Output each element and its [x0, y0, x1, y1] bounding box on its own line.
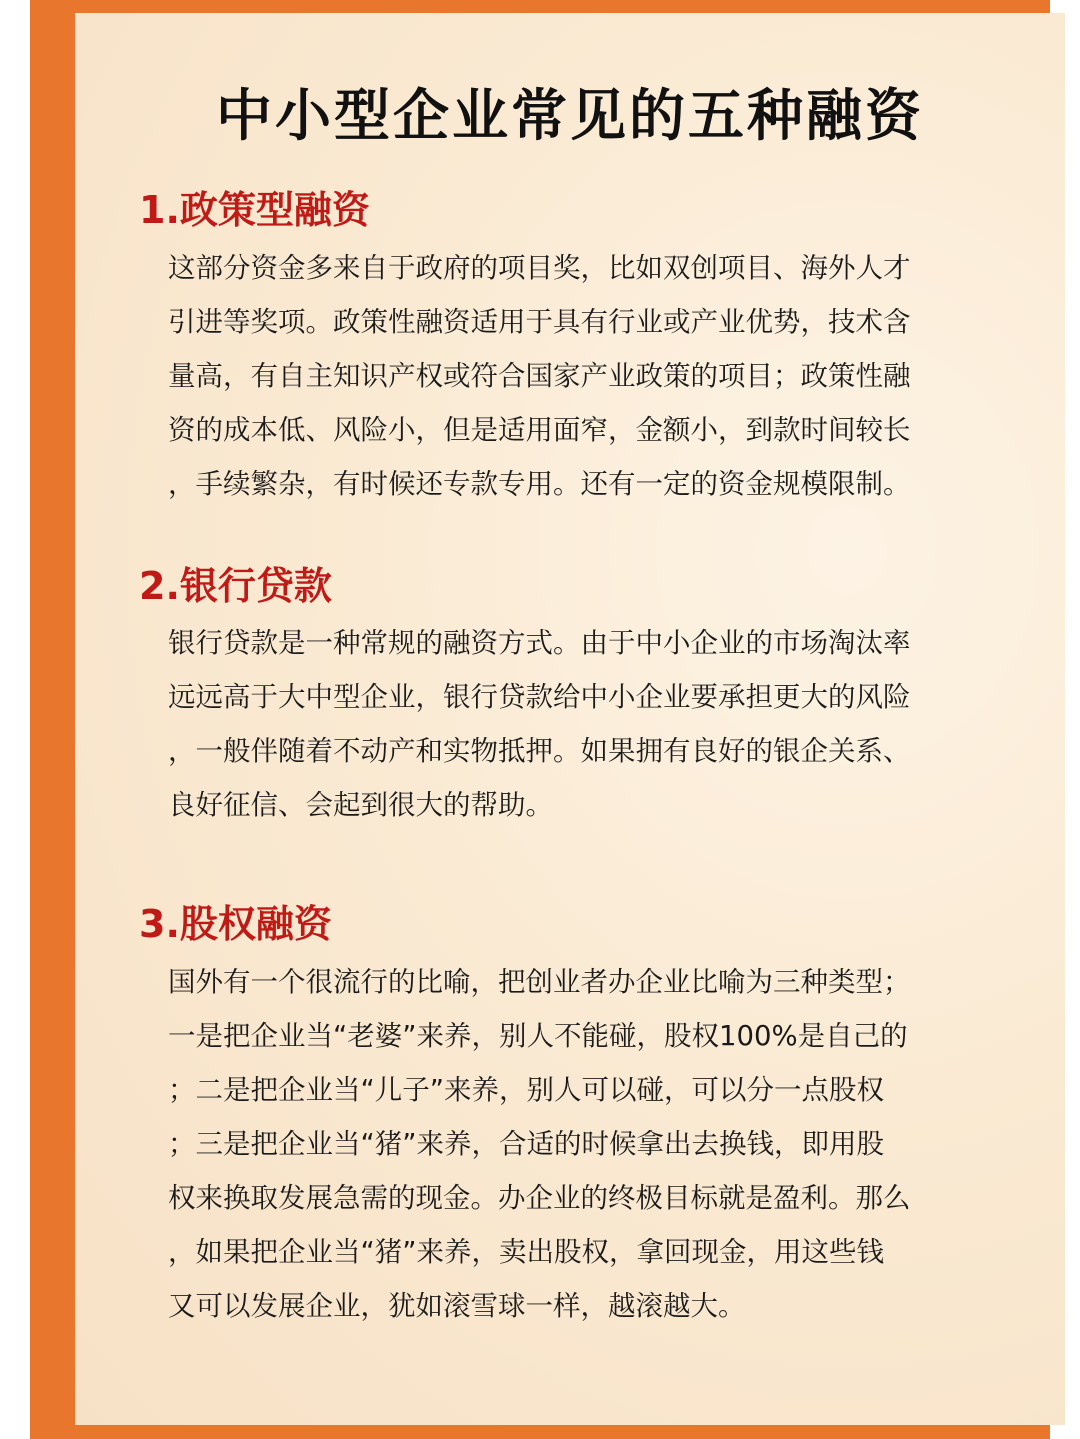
section-heading-policy-financing: 1.政策型融资: [139, 188, 370, 232]
section-body-bank-loan: [168, 616, 1018, 832]
section-heading-equity-financing: 3.股权融资: [139, 902, 332, 946]
body-line: 这部分资金多来自于政府的项目奖，比如双创项目、海外人才: [168, 252, 911, 284]
page-title: 中小型企业常见的五种融资: [216, 84, 924, 149]
body-line: 权来换取发展急需的现金。办企业的终极目标就是盈利。那么: [168, 1182, 911, 1214]
body-line: 远远高于大中型企业，银行贷款给中小企业要承担更大的风险: [168, 681, 911, 713]
body-line: ，如果把企业当“猪”来养，卖出股权，拿回现金，用这些钱: [168, 1236, 884, 1268]
section-heading-bank-loan: 2.银行贷款: [139, 564, 332, 608]
body-line: 又可以发展企业，犹如滚雪球一样，越滚越大。: [168, 1290, 746, 1322]
section-body-equity-financing: [168, 955, 1018, 1333]
body-line: ；三是把企业当“猪”来养，合适的时候拿出去换钱，即用股: [168, 1128, 884, 1160]
body-line: 引进等奖项。政策性融资适用于具有行业或产业优势，技术含: [168, 306, 911, 338]
body-line: ，手续繁杂，有时候还专款专用。还有一定的资金规模限制。: [168, 468, 911, 500]
body-line: 良好征信、会起到很大的帮助。: [168, 789, 553, 821]
body-line: 国外有一个很流行的比喻，把创业者办企业比喻为三种类型；: [168, 966, 911, 998]
body-line: 资的成本低、风险小，但是适用面窄，金额小，到款时间较长: [168, 414, 911, 446]
body-line: ；二是把企业当“儿子”来养，别人可以碰，可以分一点股权: [168, 1074, 884, 1106]
section-body-policy-financing: [168, 241, 1018, 511]
body-line: ，一般伴随着不动产和实物抵押。如果拥有良好的银企关系、: [168, 735, 911, 767]
body-line: 量高，有自主知识产权或符合国家产业政策的项目；政策性融: [168, 360, 911, 392]
orange-border-frame: [30, 0, 1050, 1439]
body-line: 一是把企业当“老婆”来养，别人不能碰，股权100%是自己的: [168, 1020, 908, 1052]
body-line: 银行贷款是一种常规的融资方式。由于中小企业的市场淘汰率: [168, 627, 911, 659]
content-panel: [75, 13, 1065, 1425]
